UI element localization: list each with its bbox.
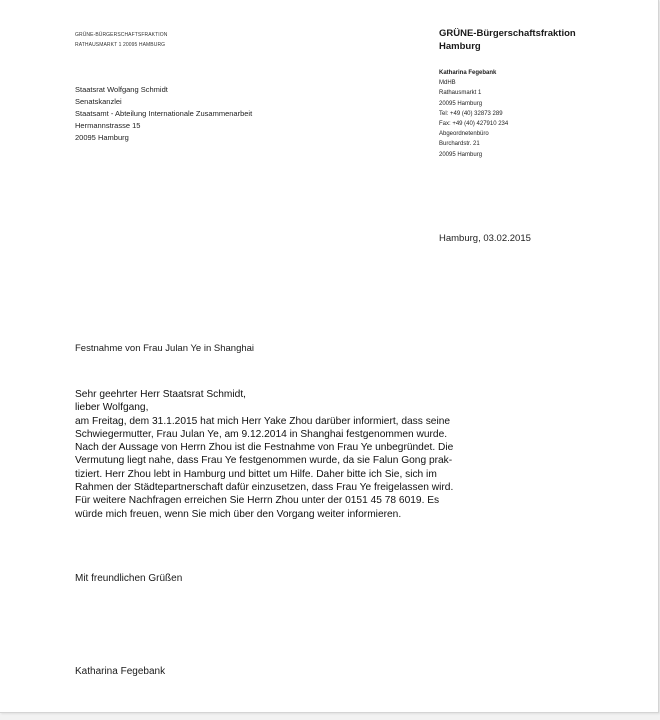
letterhead-organization [439,27,576,53]
sender-return-address: RATHAUSMARKT 1 20095 HAMBURG [75,42,166,48]
recipient-office: Senatskanzlei [75,97,122,106]
office-label: Abgeordnetenbüro [439,131,489,138]
sender-return-line: GRÜNE-BÜRGERSCHAFTSFRAKTION [75,32,168,38]
letter-body [75,388,453,521]
letterhead-contact [439,68,508,160]
body-line: Vermutung liegt nahe, dass Frau Ye festgenommen wurde, da sie Falun Gong prak- [75,455,453,467]
office-street: Burchardstr. 21 [439,141,480,148]
contact-street: Rathausmarkt 1 [439,90,482,97]
organization-name: GRÜNE-Bürgerschaftsfraktion [439,28,576,39]
contact-city: 20095 Hamburg [439,100,483,107]
recipient-name: Staatsrat Wolfgang Schmidt [75,85,168,94]
letter-signature: Katharina Fegebank [75,666,166,677]
recipient-department: Staatsamt - Abteilung Internationale Zusammenarbeit [75,109,253,118]
contact-fax: Fax: +49 (40) 427910 234 [439,121,509,128]
body-line: tiziert. Herr Zhou lebt in Hamburg und bittet um Hilfe. Daher bitte ich Sie, sich im [75,468,437,480]
salutation-line: Sehr geehrter Herr Staatsrat Schmidt, [75,389,246,400]
body-line: Schwiegermutter, Frau Julan Ye, am 9.12.2014 in Shanghai festgenommen wurde. [75,428,448,440]
body-line: Rahmen der Städtepartnerschaft dafür einzusetzen, dass Frau Ye freigelassen wird. [75,482,454,494]
body-line: würde mich freuen, wenn Sie mich über den Vorgang weiter informieren. [75,508,402,520]
body-line: Für weitere Nachfragen erreichen Sie Herrn Zhou unter der 0151 45 78 6019. Es [75,495,440,507]
recipient-street: Hermannstrasse 15 [75,121,141,130]
contact-title: MdHB [439,80,456,87]
body-line: am Freitag, dem 31.1.2015 hat mich Herr Yake Zhou darüber informiert, dass seine [75,415,451,427]
body-line: Nach der Aussage von Herrn Zhou ist die Festnahme von Frau Ye unbegründet. Die [75,442,454,454]
organization-city: Hamburg [439,41,481,52]
letter-closing: Mit freundlichen Grüßen [75,573,183,584]
contact-phone: Tel: +49 (40) 32873 289 [439,110,503,117]
recipient-city: 20095 Hamburg [75,133,129,142]
recipient-address [75,84,252,144]
letter-subject: Festnahme von Frau Julan Ye in Shanghai [75,343,255,354]
contact-name: Katharina Fegebank [439,70,497,76]
letter-date: Hamburg, 03.02.2015 [439,233,531,244]
office-city: 20095 Hamburg [439,151,483,158]
salutation-line: lieber Wolfgang, [75,402,149,414]
